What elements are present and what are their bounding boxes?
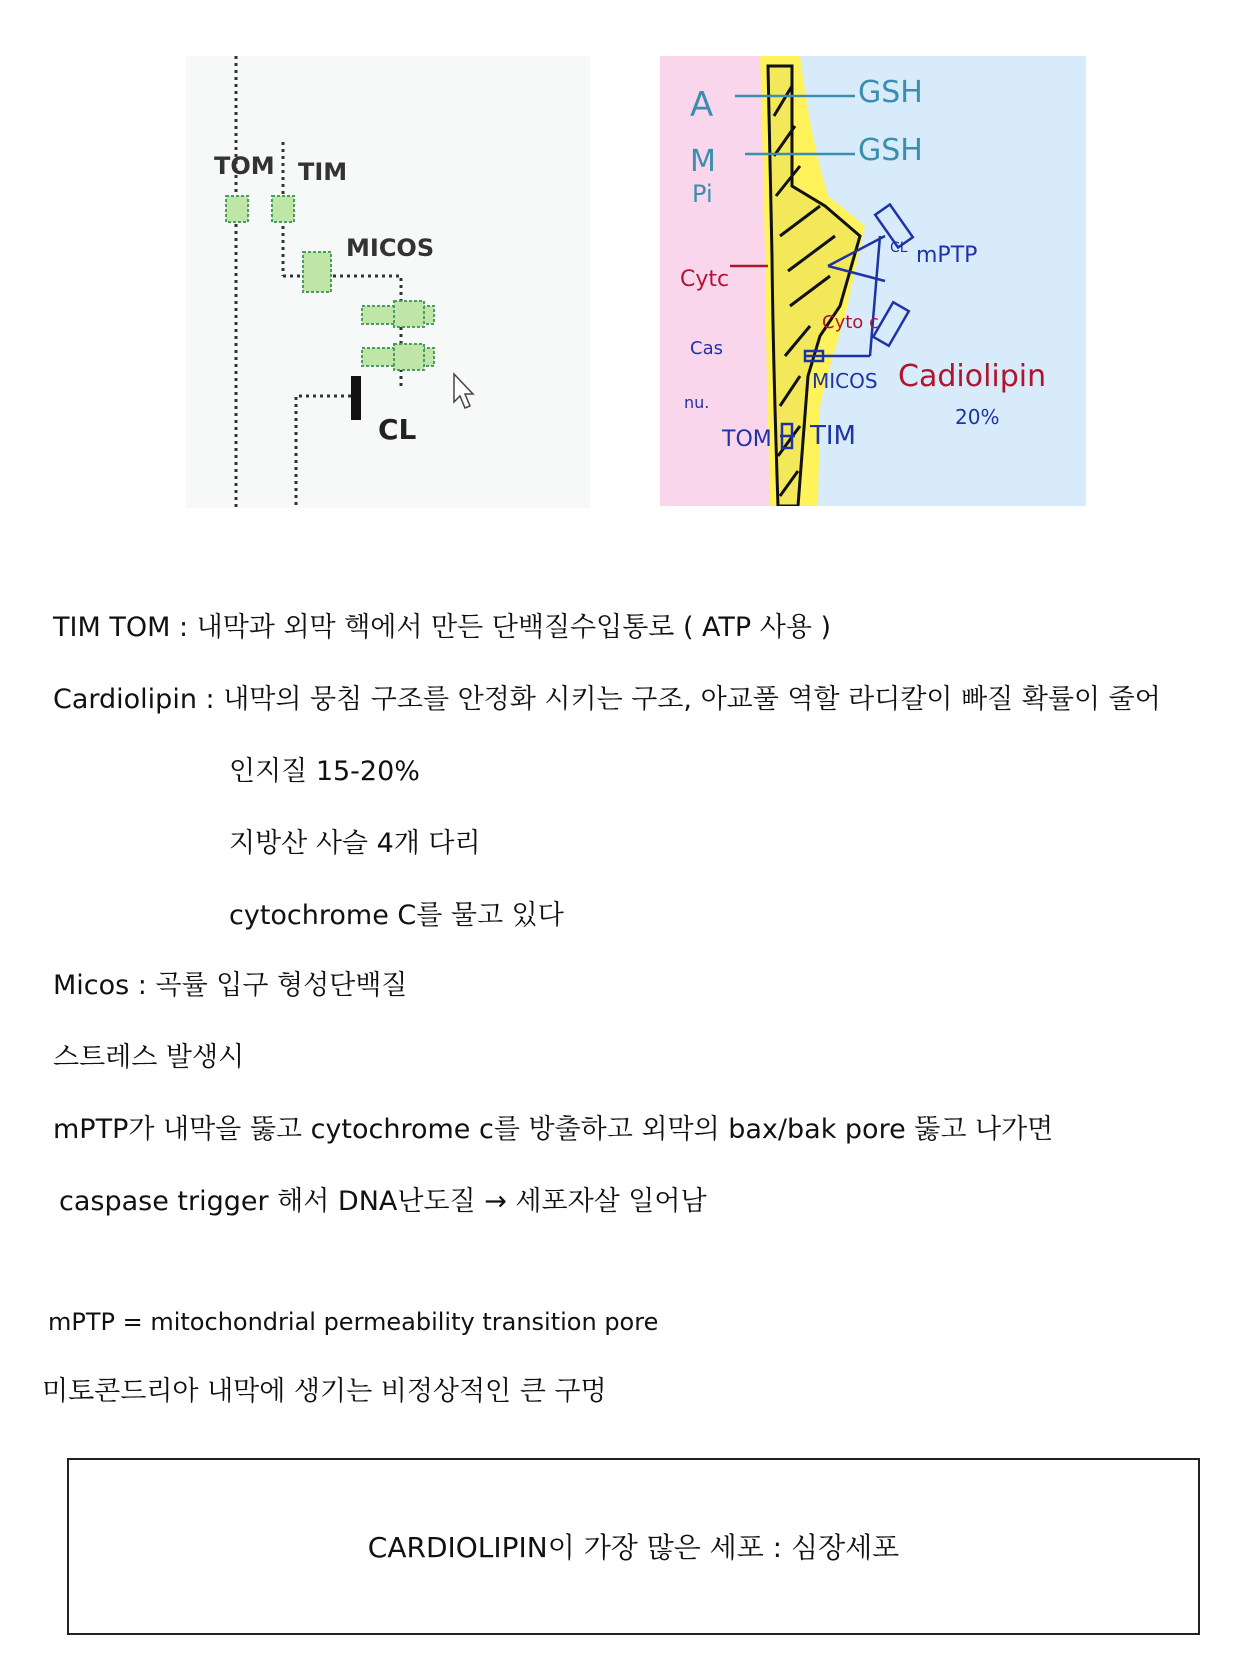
gsh-mid-label: GSH [858, 133, 923, 168]
a-label: A [690, 85, 714, 125]
note-line-cardiolipin: Cardiolipin : 내막의 뭉침 구조를 안정화 시키는 구조, 아교풀 역할 라디칼이 빠질 확률이 줄어 [53, 684, 1161, 715]
cardiolipin-label: Cadiolipin [898, 359, 1047, 394]
micos-label: MICOS [346, 234, 435, 262]
tim-label: TIM [810, 421, 856, 451]
cytc-left-label: Cytc [680, 267, 730, 292]
micos-label: MICOS [812, 369, 878, 393]
note-line-stress: 스트레스 발생시 [53, 1042, 245, 1073]
tim-label: TIM [298, 158, 348, 186]
cl-label: CL [378, 413, 417, 446]
tom-label: TOM [722, 427, 772, 452]
cas-label: Cas [690, 338, 723, 359]
mitochondria-sketch [660, 56, 1086, 506]
tim-tom-micos-diagram [186, 56, 590, 508]
cursor-icon [454, 374, 473, 408]
tom-label: TOM [214, 152, 275, 180]
note-line-tim-tom: TIM TOM : 내막과 외막 핵에서 만든 단백질수입통로 ( ATP 사용 ) [53, 612, 832, 643]
callout-text: CARDIOLIPIN이 가장 많은 세포 : 심장세포 [367, 1531, 900, 1564]
cytc-mid-label: Cyto c [822, 312, 879, 333]
note-line-micos: Micos : 곡률 입구 형성단백질 [53, 970, 408, 1001]
cl-label: CL [890, 240, 908, 256]
callout-box [67, 1458, 1200, 1635]
tim-channel-block [272, 196, 294, 222]
pi-label: Pi [692, 180, 713, 208]
tom-channel-block [226, 196, 248, 222]
m-label: M [690, 144, 716, 179]
percent-label: 20% [955, 405, 1000, 429]
gsh-top-label: GSH [858, 75, 923, 110]
cl-marker [351, 376, 361, 420]
note-line-caspase: caspase trigger 해서 DNA난도질 → 세포자살 일어남 [59, 1186, 707, 1217]
micos-block [303, 252, 331, 292]
note-line-phospholipid: 인지질 15-20% [229, 756, 420, 787]
note-line-mptp-korean: 미토콘드리아 내막에 생기는 비정상적인 큰 구멍 [42, 1376, 607, 1407]
note-line-cytochrome: cytochrome C를 물고 있다 [229, 900, 564, 931]
nu-label: nu. [684, 393, 710, 412]
note-line-mptp-definition: mPTP = mitochondrial permeability transition pore [48, 1308, 659, 1336]
note-line-fatty-acid: 지방산 사슬 4개 다리 [229, 828, 481, 859]
mptp-label: mPTP [916, 243, 978, 268]
note-line-mptp-release: mPTP가 내막을 뚫고 cytochrome c를 방출하고 외막의 bax/bak pore 뚫고 나가면 [53, 1114, 1054, 1145]
